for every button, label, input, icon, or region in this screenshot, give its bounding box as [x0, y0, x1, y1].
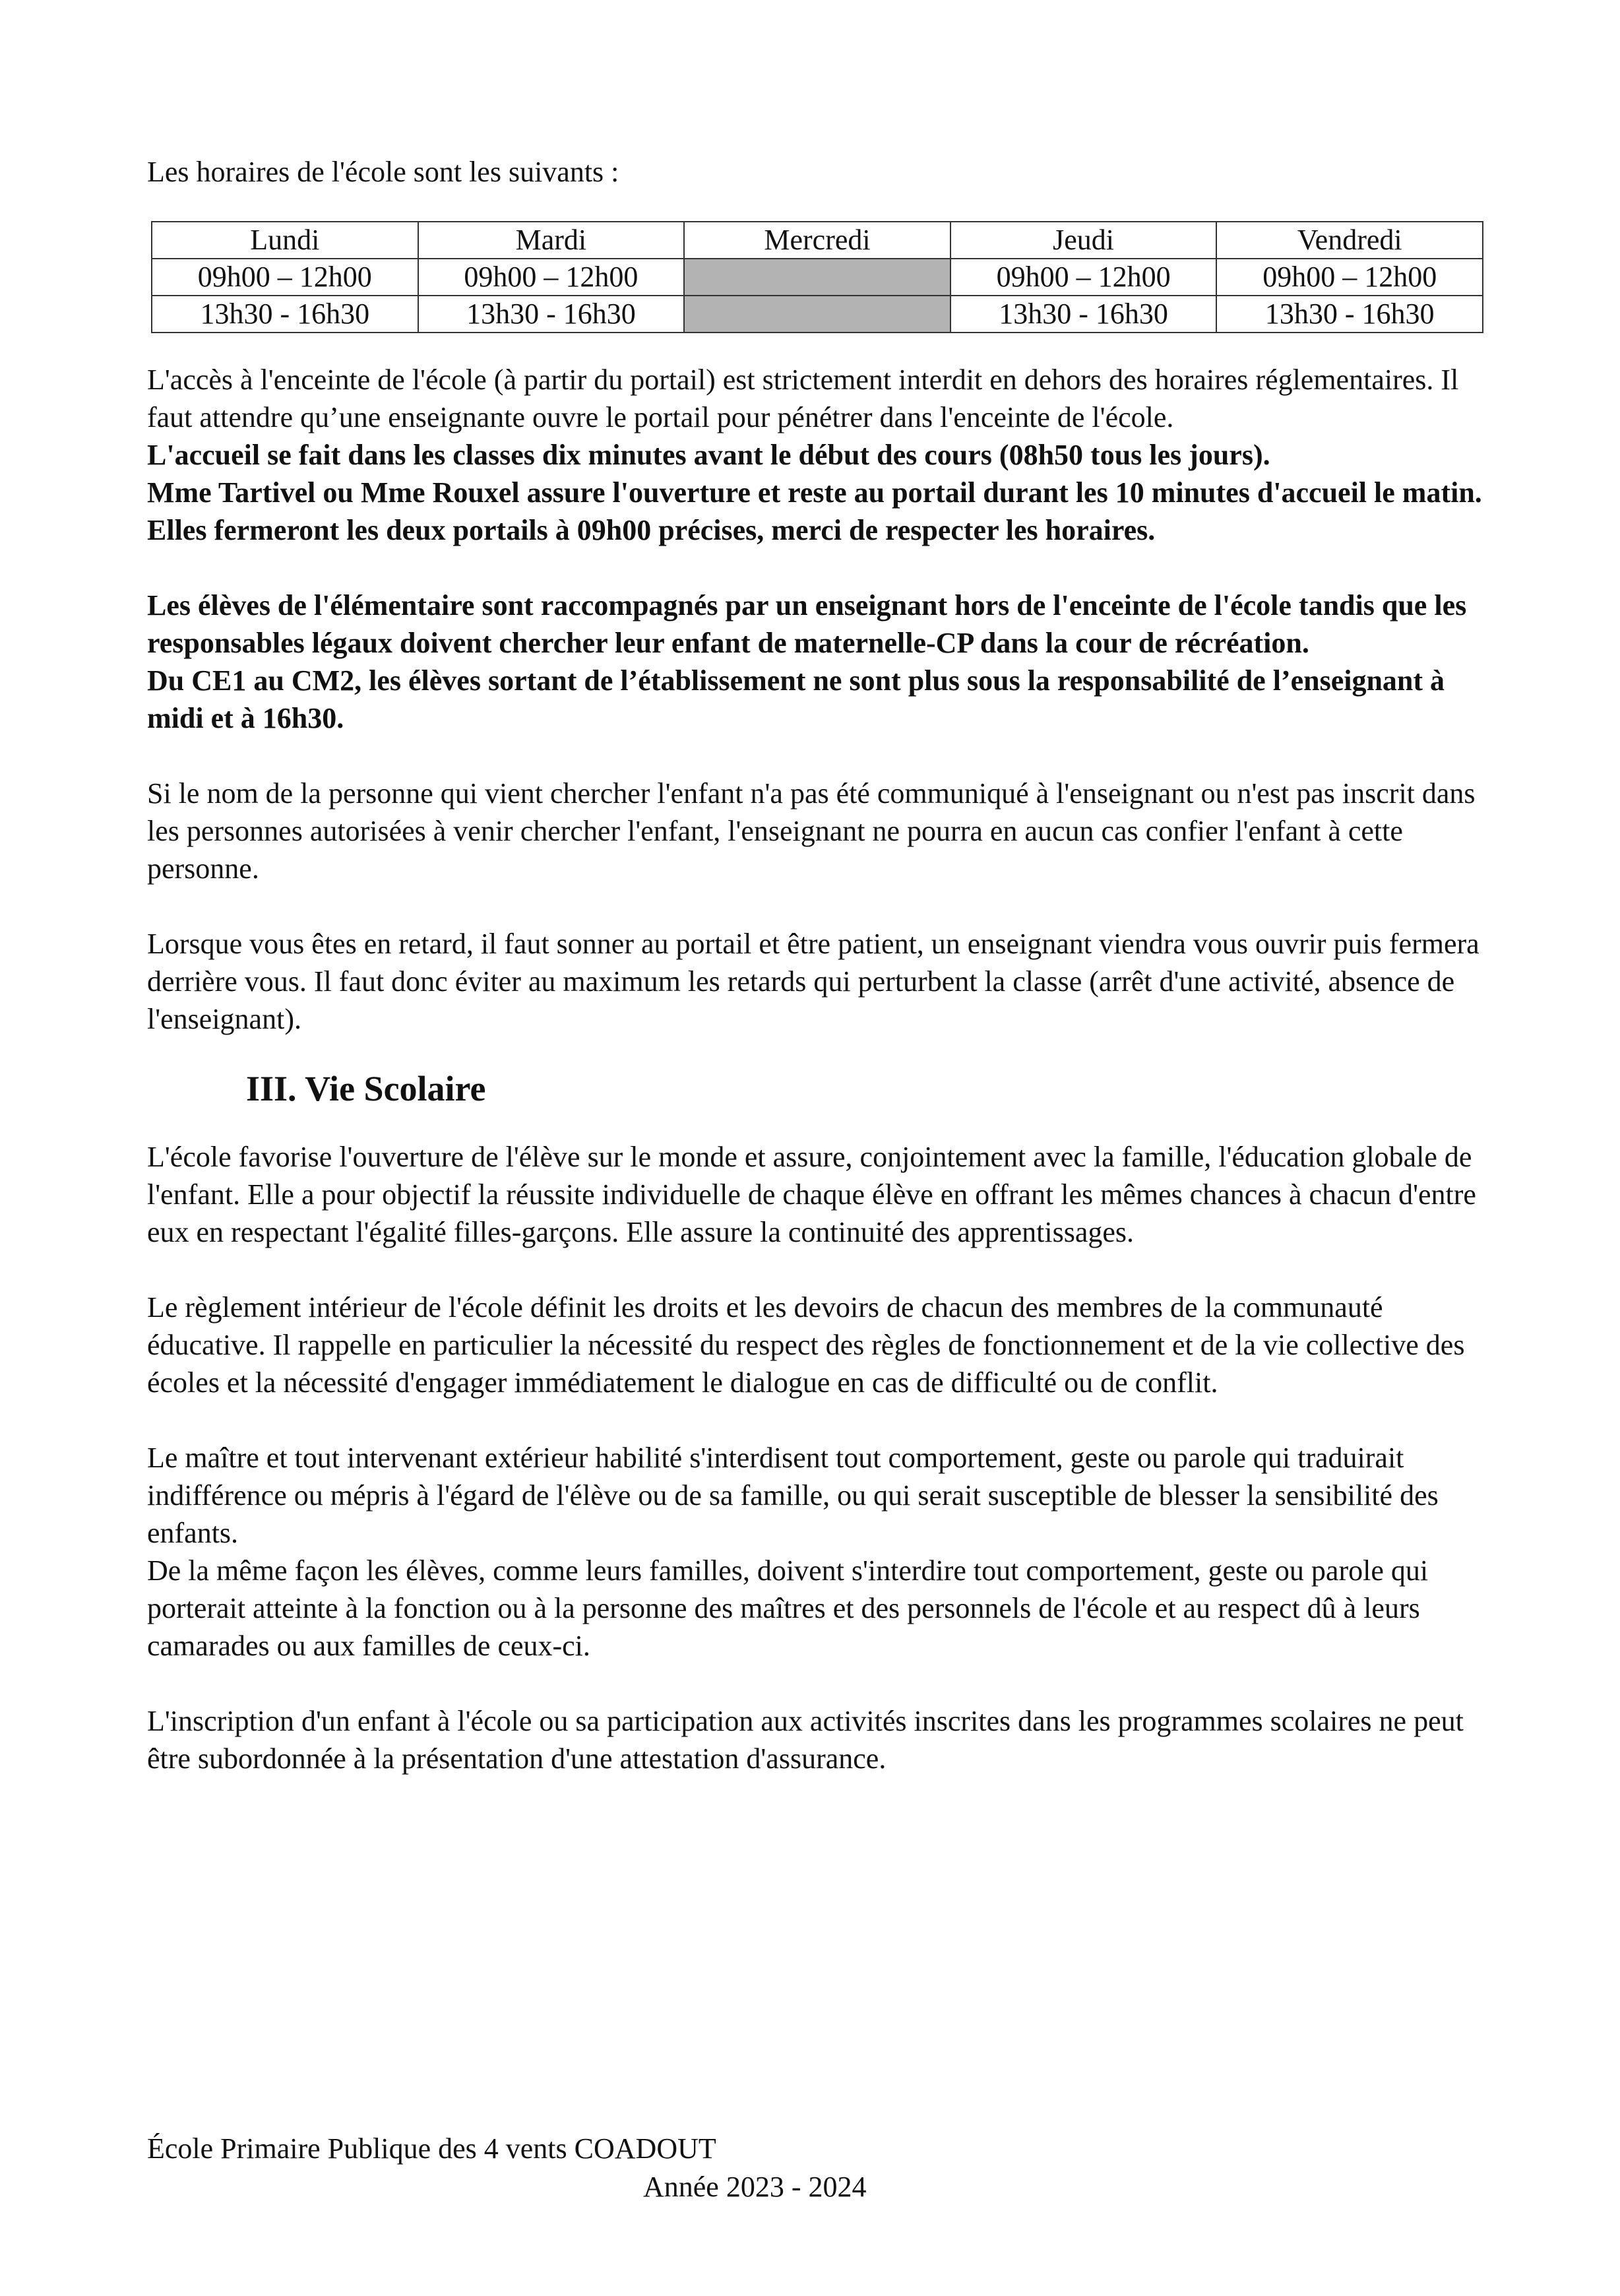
afternoon-hours: 13h30 - 16h30	[1216, 296, 1483, 333]
responsibility-notice: Du CE1 au CM2, les élèves sortant de l’établissement ne sont plus sous la responsabilité de l’enseignant à midi et à 16h30.	[147, 664, 1445, 734]
page-footer	[147, 2130, 1493, 2206]
footer-school-name: École Primaire Publique des 4 vents COADOUT	[147, 2132, 716, 2165]
day-header: Vendredi	[1216, 222, 1483, 259]
closed-cell	[684, 296, 950, 333]
school-life-paragraph: L'école favorise l'ouverture de l'élève sur le monde et assure, conjointement avec la famille, l'éducation globale de l'enfant. Elle a pour objectif la réussite individuelle de chaque élève en offrant les mêmes chances à chacun d'entre eux en respectant l'égalité filles-garçons. Elle assure la continuité des apprentissages.	[147, 1141, 1476, 1248]
closed-cell	[684, 259, 950, 296]
schedule-afternoon-row	[152, 296, 1483, 333]
student-conduct-paragraph: De la même façon les élèves, comme leurs familles, doivent s'interdire tout comportement, geste ou parole qui porterait atteinte à la fonction ou à la personne des maîtres et des personnels de l'école et au respect dû à leurs camarades ou aux familles de ceux-ci.	[147, 1554, 1429, 1662]
section-title: III. Vie Scolaire	[246, 1069, 486, 1108]
morning-hours: 09h00 – 12h00	[152, 259, 418, 296]
schedule-table	[151, 221, 1483, 333]
afternoon-hours: 13h30 - 16h30	[950, 296, 1217, 333]
rules-paragraph: Le règlement intérieur de l'école définit les droits et les devoirs de chacun des membres de la communauté éducative. Il rappelle en particulier la nécessité du respect des règles de fonctionnement et de la vie collective des écoles et la nécessité d'engager immédiatement le dialogue en cas de difficulté ou de conflit.	[147, 1291, 1465, 1399]
morning-hours: 09h00 – 12h00	[1216, 259, 1483, 296]
day-header: Jeudi	[950, 222, 1217, 259]
pickup-rule-paragraph: Les élèves de l'élémentaire sont raccompagnés par un enseignant hors de l'enceinte de l'école tandis que les responsables légaux doivent chercher leur enfant de maternelle-CP dans la cour de récréation.	[147, 589, 1467, 659]
page-body	[147, 153, 1493, 1777]
authorized-person-paragraph: Si le nom de la personne qui vient chercher l'enfant n'a pas été communiqué à l'enseignant ou n'est pas inscrit dans les personnes autorisées à venir chercher l'enfant, l'enseignant ne pourra en aucun cas confier l'enfant à cette personne.	[147, 777, 1476, 885]
day-header: Lundi	[152, 222, 418, 259]
schedule-header-row	[152, 222, 1483, 259]
day-header: Mardi	[418, 222, 685, 259]
afternoon-hours: 13h30 - 16h30	[418, 296, 685, 333]
schedule-intro: Les horaires de l'école sont les suivants :	[147, 156, 619, 188]
late-arrival-paragraph: Lorsque vous êtes en retard, il faut sonner au portail et être patient, un enseignant viendra vous ouvrir puis fermera derrière vous. Il faut donc éviter au maximum les retards qui perturbent la classe (arrêt d'une activité, absence de l'enseignant).	[147, 928, 1480, 1035]
morning-hours: 09h00 – 12h00	[418, 259, 685, 296]
gate-staff-notice: Mme Tartivel ou Mme Rouxel assure l'ouverture et reste au portail durant les 10 minutes d'accueil le matin.	[147, 476, 1482, 509]
insurance-paragraph: L'inscription d'un enfant à l'école ou sa participation aux activités inscrites dans les programmes scolaires ne peut être subordonnée à la présentation d'une attestation d'assurance.	[147, 1705, 1464, 1775]
morning-hours: 09h00 – 12h00	[950, 259, 1217, 296]
schedule-morning-row	[152, 259, 1483, 296]
afternoon-hours: 13h30 - 16h30	[152, 296, 418, 333]
gate-closing-notice: Elles fermeront les deux portails à 09h00 précises, merci de respecter les horaires.	[147, 514, 1156, 546]
teacher-conduct-paragraph: Le maître et tout intervenant extérieur habilité s'interdisent tout comportement, geste ou parole qui traduirait indifférence ou mépris à l'égard de l'élève ou de sa famille, ou qui serait susceptible de blesser la sensibilité des enfants.	[147, 1442, 1439, 1549]
access-rule-paragraph: L'accès à l'enceinte de l'école (à partir du portail) est strictement interdit en dehors des horaires réglementaires. Il faut attendre qu’une enseignante ouvre le portail pour pénétrer dans l'enceinte de l'école.	[147, 364, 1459, 433]
day-header: Mercredi	[684, 222, 950, 259]
welcome-time-notice: L'accueil se fait dans les classes dix minutes avant le début des cours (08h50 tous les jours).	[147, 439, 1270, 471]
footer-school-year: Année 2023 - 2024	[643, 2171, 867, 2203]
